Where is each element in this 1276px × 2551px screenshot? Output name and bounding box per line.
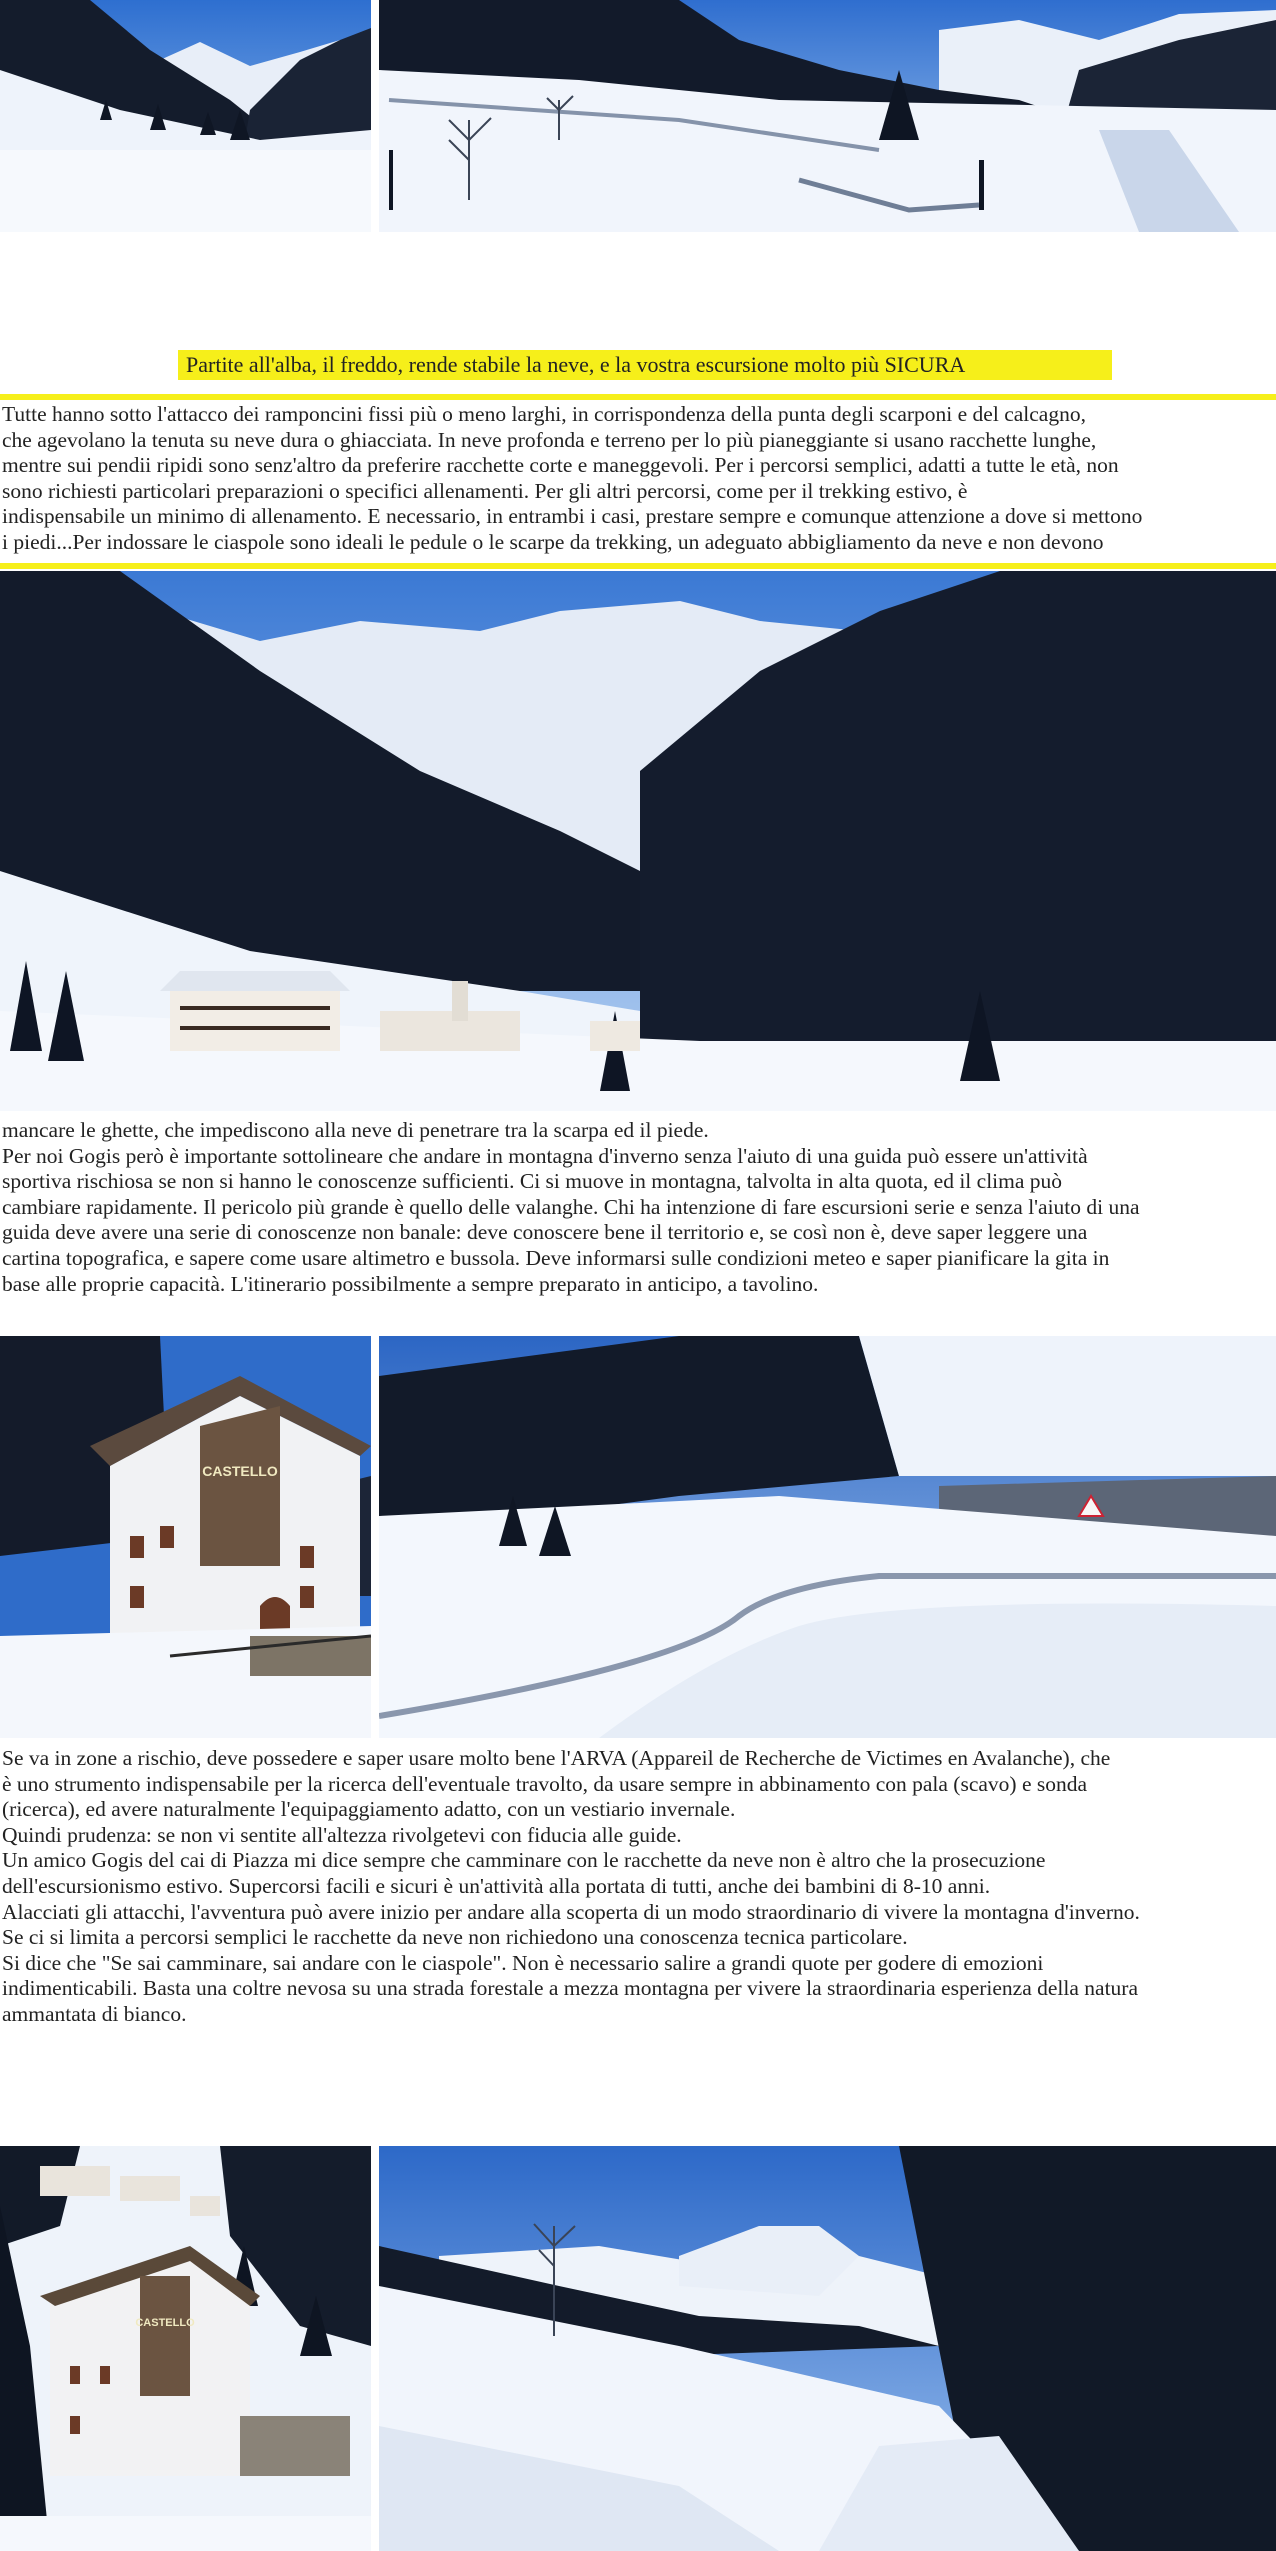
village-hotel-sign-text: CASTELLO <box>135 2317 195 2329</box>
paragraph-winter-safety: mancare le ghette, che impediscono alla neve di penetrare tra la scarpa ed il piede. Per noi Gogis però è importante sottolineare che andare in montagna d'inverno senza l'aiuto di una guida può essere un'attività sportiva rischiosa se non si hanno le conoscenze sufficienti. Ci si muove in montagna, talvolta in alta quota, ed il clima può cambiare rapidamente. Il pericolo più grande è quello delle valanghe. Chi ha intenzione di fare escursioni serie e senza l'aiuto di una guida deve avere una serie di conoscenze non banale: deve conoscere bene il territorio e, se così non è, deve saper leggere una cartina topografica, e sapere come usare altimetro e bussola. Deve informarsi sulle condizioni meteo e saper pianificare la gita in base alle proprie capacità. L'itinerario possibilmente a sempre preparato in anticipo, a tavolino. <box>2 1118 1140 1296</box>
photo-snowy-stream-road <box>379 0 1276 232</box>
photo-snowy-valley-dawn <box>0 0 371 232</box>
photo-snowy-curved-road <box>379 1336 1276 1738</box>
paragraph-snowshoe-equipment: Tutte hanno sotto l'attacco dei ramponcini fissi più o meno larghi, in corrispondenza della punta degli scarponi e del calcagno, che agevolano la tenuta su neve dura o ghiacciata. In neve profonda e terreno per lo più pianeggiante si usano racchette lunghe, mentre sui pendii ripidi sono senz'altro da preferire racchette corte e maneggevoli. Per i percorsi semplici, adatti a tutte le età, non sono richiesti particolari preparazioni o specifici allenamenti. Per gli altri percorsi, come per il trekking estivo, è indispensabile un minimo di allenamento. E necessario, in entrambi i casi, prestare sempre e comunque attenzione a dove si mettono i piedi...Per indossare le ciaspole sono ideali le pedule o le scarpe da trekking, un adeguato abbigliamento da neve e non devono <box>2 402 1143 554</box>
photo-snowy-trail-valley <box>379 2146 1276 2551</box>
photo-hotel-castello <box>0 1336 371 1738</box>
yellow-divider-bottom <box>0 563 1276 569</box>
hotel-sign-text: CASTELLO <box>202 1463 278 1479</box>
photo-village-from-above <box>0 2146 371 2551</box>
photo-caption: Partite all'alba, il freddo, rende stabile la neve, e la vostra escursione molto più SICURA <box>178 350 1112 380</box>
photo-valley-village-panorama <box>0 571 1276 1111</box>
yellow-divider-top <box>0 394 1276 400</box>
paragraph-arva-and-advice: Se va in zone a rischio, deve possedere e saper usare molto bene l'ARVA (Appareil de Recherche de Victimes en Avalanche), che è uno strumento indispensabile per la ricerca dell'eventuale travolto, da usare sempre in abbinamento con pala (scavo) e sonda (ricerca), ed avere naturalmente l'equipaggiamento adatto, con un vestiario invernale. Quindi prudenza: se non vi sentite all'altezza rivolgetevi con fiducia alle guide. Un amico Gogis del cai di Piazza mi dice sempre che camminare con le racchette da neve non è altro che la prosecuzione dell'escursionismo estivo. Supercorsi facili e sicuri è un'attività alla portata di tutti, anche dei bambini di 8-10 anni. Alacciati gli attacchi, l'avventura può avere inizio per andare alla scoperta di un modo straordinario di vivere la montagna d'inverno. Se ci si limita a percorsi semplici le racchette da neve non richiedono una conoscenza tecnica particolare. Si dice che "Se sai camminare, sai andare con le ciaspole". Non è necessario salire a grandi quote per godere di emozioni indimenticabili. Basta una coltre nevosa su una strada forestale a mezza montagna per vivere la straordinaria esperienza della natura ammantata di bianco. <box>2 1746 1140 2026</box>
